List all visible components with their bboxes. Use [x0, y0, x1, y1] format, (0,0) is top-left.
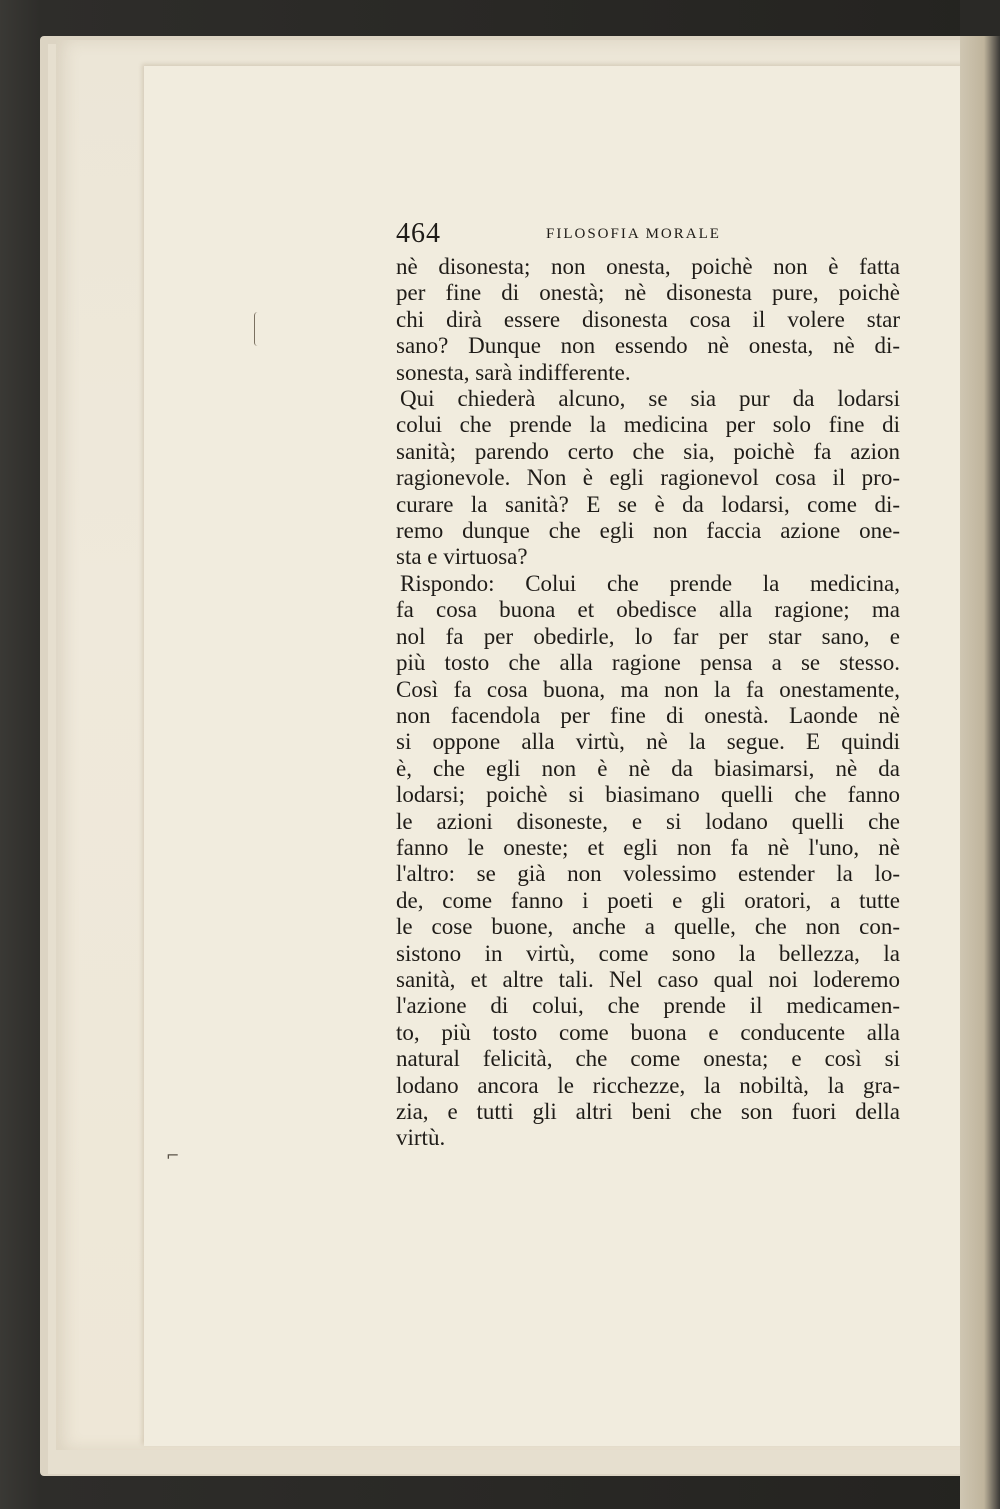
text-line: lodano ancora le ricchezze, la nobiltà, la gra- — [396, 1072, 900, 1098]
text-line: zia, e tutti gli altri beni che son fuori della — [396, 1099, 900, 1124]
text-line: sano? Dunque non essendo nè onesta, nè di- — [396, 333, 900, 359]
text-line: l'azione di colui, che prende il medicamen- — [396, 993, 900, 1019]
text-line: remo dunque che egli non faccia azione one- — [396, 518, 900, 544]
text-line: sta e virtuosa? — [396, 544, 528, 570]
text-line: ragionevole. Non è egli ragionevol cosa il pro- — [396, 465, 900, 491]
text-line: de, come fanno i poeti e gli oratori, a tutte — [396, 887, 900, 913]
facing-page-edge — [960, 0, 1000, 1509]
text-line: to, più tosto come buona e conducente alla — [396, 1019, 900, 1045]
text-line: lodarsi; poichè si biasimano quelli che fanno — [396, 782, 900, 808]
text-line: si oppone alla virtù, nè la segue. E quindi — [396, 729, 900, 755]
text-line: chi dirà essere disonesta cosa il volere star — [396, 306, 900, 332]
text-line: nè disonesta; non onesta, poichè non è fatta — [396, 254, 900, 279]
running-head: FILOSOFIA MORALE — [546, 226, 721, 242]
page-number: 464 — [396, 218, 441, 249]
text-line: Così fa cosa buona, ma non la fa onestamente, — [396, 676, 900, 702]
page-header — [396, 218, 916, 254]
pencil-corner-mark: ⌐ — [166, 1146, 180, 1165]
text-line: curare la sanità? E se è da lodarsi, come di- — [396, 491, 900, 517]
text-line: per fine di onestà; nè disonesta pure, poichè — [396, 280, 900, 306]
background-corner — [960, 0, 1000, 36]
text-line: sanità; parendo certo che sia, poichè fa azion — [396, 438, 900, 464]
text-line: Rispondo: Colui che prende la medicina, — [400, 570, 900, 596]
text-line: sonesta, sarà indifferente. — [396, 359, 631, 385]
text-line: l'altro: se già non volessimo estender la lo- — [396, 861, 900, 887]
text-line: nol fa per obedirle, lo far per star sano, e — [396, 623, 900, 649]
body-lines — [396, 254, 916, 1152]
page-text — [396, 218, 916, 1152]
text-line: fa cosa buona et obedisce alla ragione; ma — [396, 597, 900, 623]
text-line: colui che prende la medicina per solo fine di — [396, 412, 900, 438]
text-line: è, che egli non è nè da biasimarsi, nè da — [396, 755, 900, 781]
text-line: Qui chiederà alcuno, se sia pur da lodarsi — [400, 386, 900, 412]
text-line: le azioni disoneste, e si lodano quelli che — [396, 808, 900, 834]
text-line: più tosto che alla ragione pensa a se stesso. — [396, 650, 900, 676]
text-line: le cose buone, anche a quelle, che non con- — [396, 914, 900, 940]
text-line: sanità, et altre tali. Nel caso qual noi loderemo — [396, 966, 900, 992]
text-line: virtù. — [396, 1125, 446, 1151]
pencil-bracket-mark — [254, 312, 261, 346]
text-line: fanno le oneste; et egli non fa nè l'uno, nè — [396, 834, 900, 860]
text-line: non facendola per fine di onestà. Laonde nè — [396, 702, 900, 728]
text-line: natural felicità, che come onesta; e così si — [396, 1046, 900, 1072]
text-line: sistono in virtù, come sono la bellezza, la — [396, 940, 900, 966]
